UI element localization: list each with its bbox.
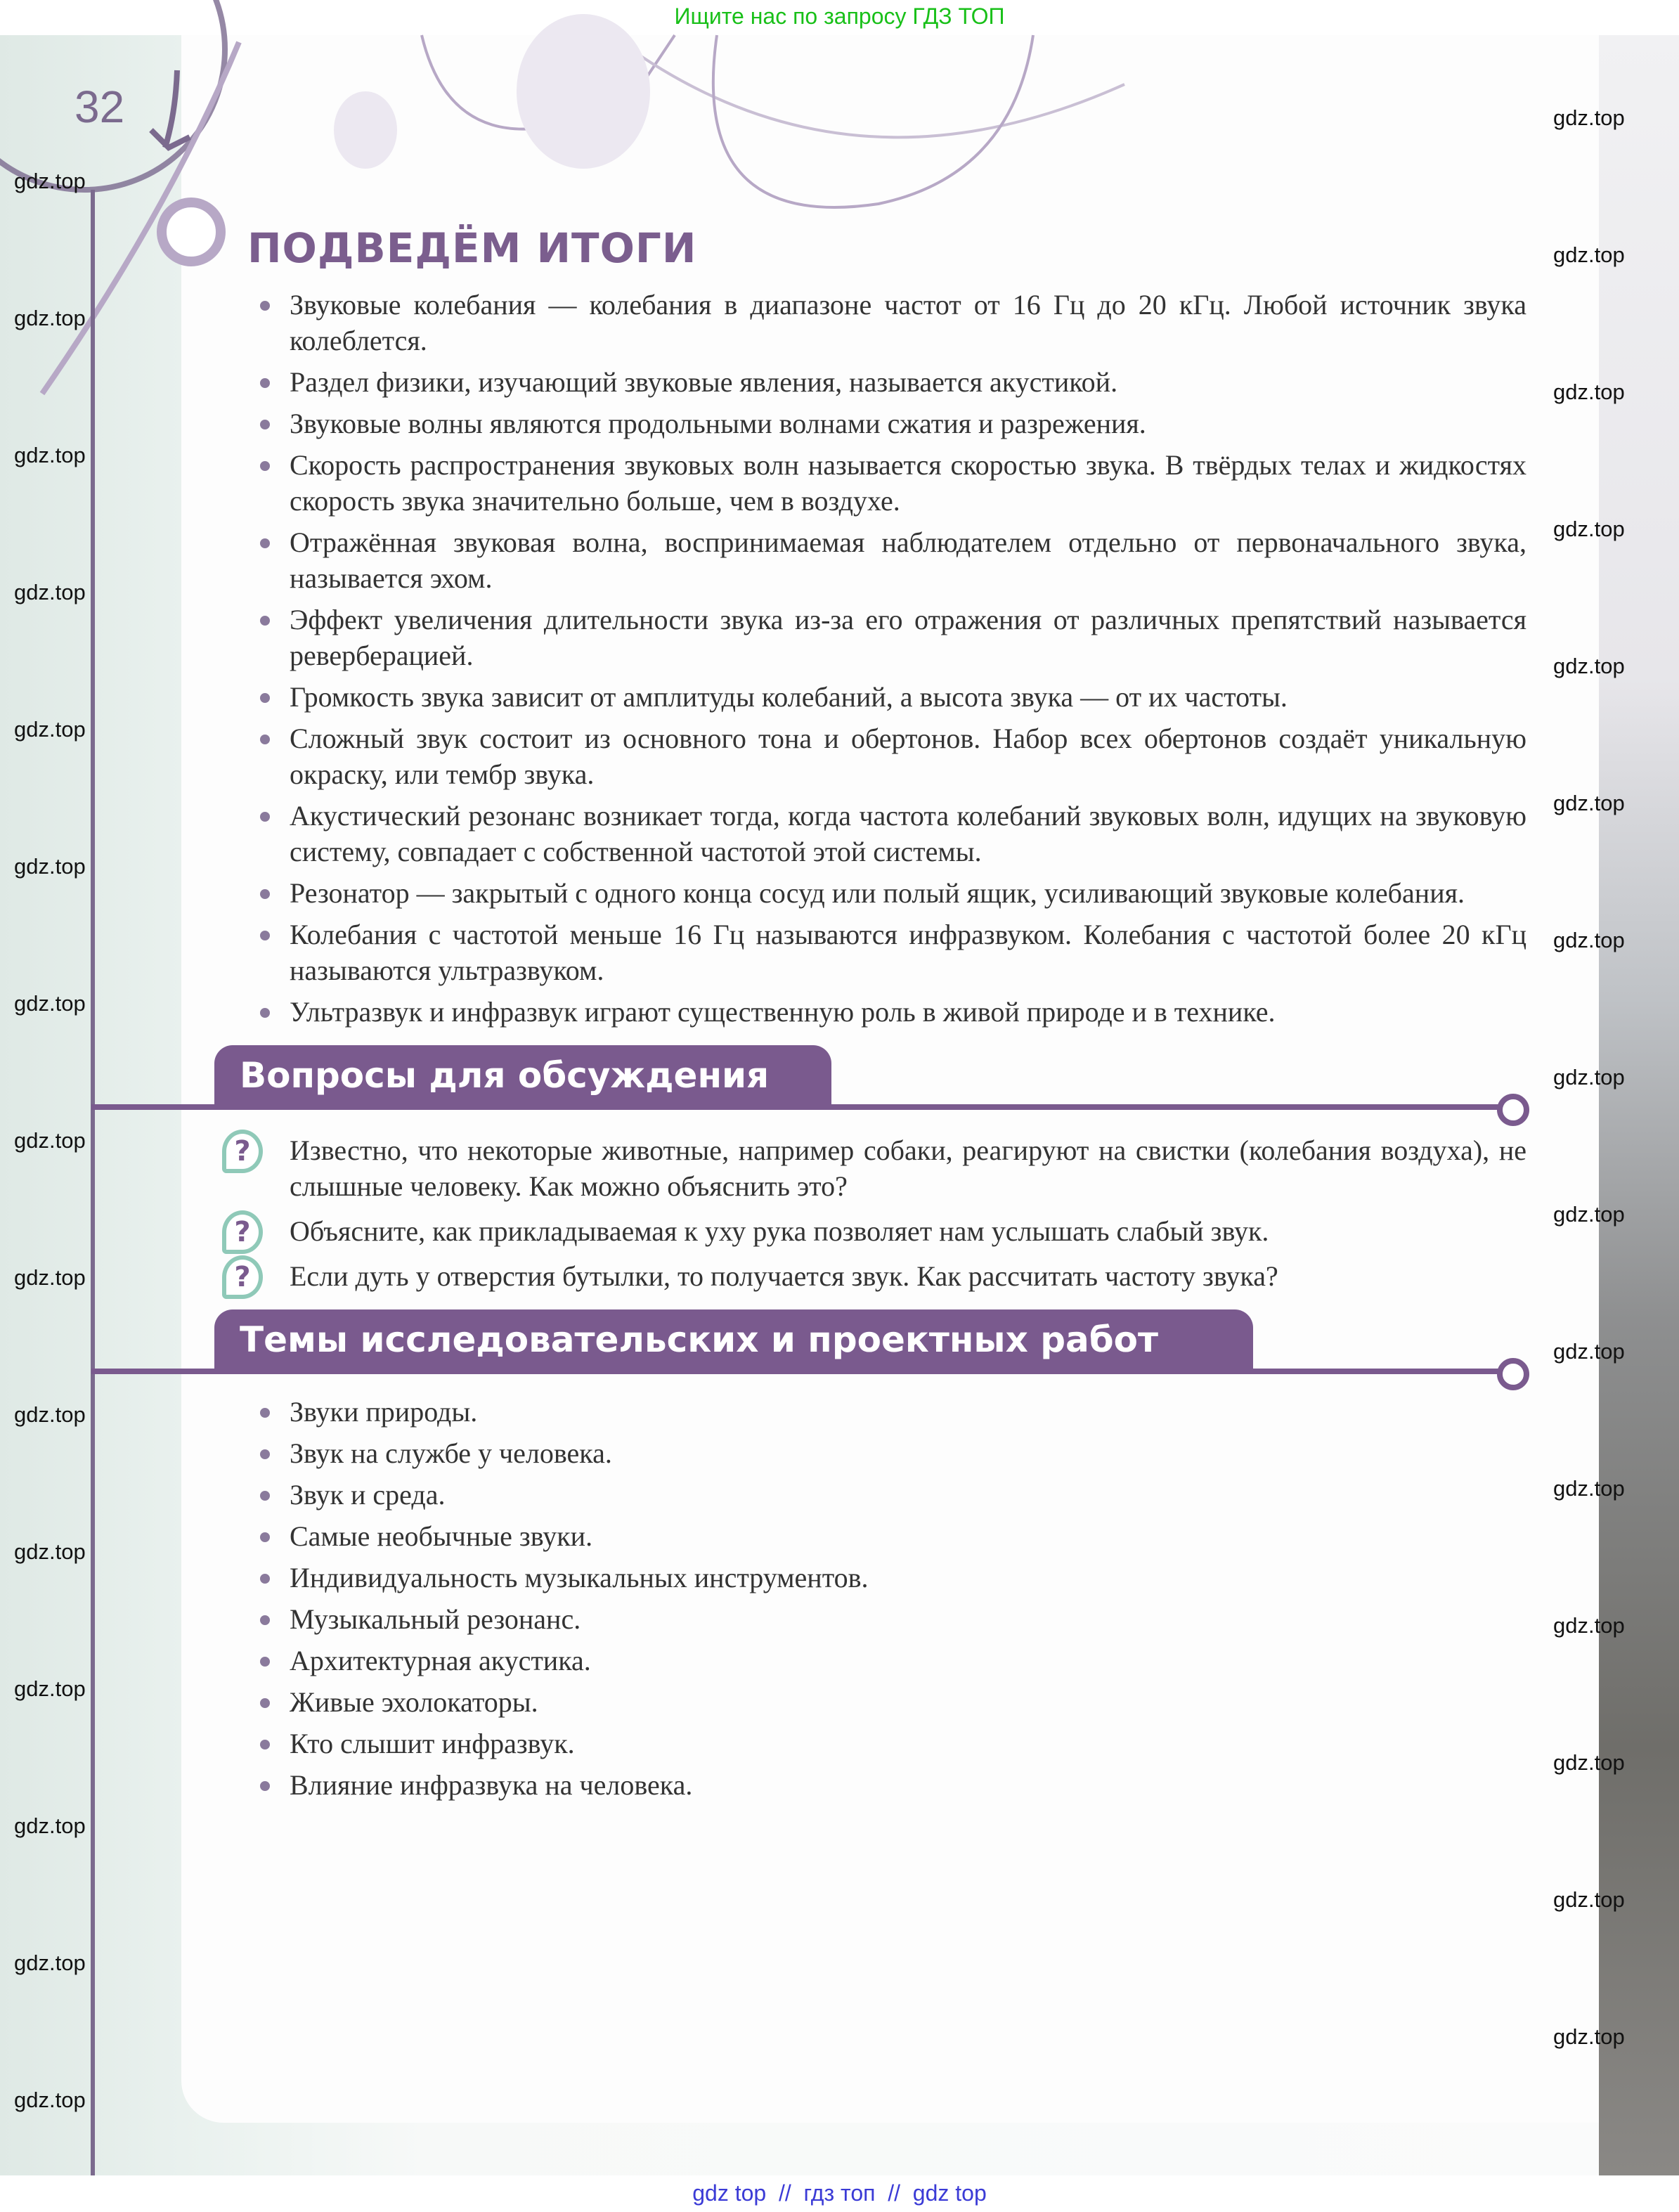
summary-heading: ПОДВЕДЁМ ИТОГИ xyxy=(247,224,697,272)
question-icon: ? xyxy=(222,1130,263,1173)
watermark: gdz.top xyxy=(1553,654,1625,678)
top-banner-text: Ищите нас по запросу ГДЗ ТОП xyxy=(674,4,1005,29)
list-item: Живые эхолокаторы. xyxy=(290,1684,1526,1720)
watermark: gdz.top xyxy=(14,1402,86,1427)
watermark: gdz.top xyxy=(1553,791,1625,815)
watermark: gdz.top xyxy=(1553,928,1625,952)
watermark: gdz.top xyxy=(14,1676,86,1701)
watermark: gdz.top xyxy=(14,580,86,604)
watermark: gdz.top xyxy=(1553,1476,1625,1501)
watermark: gdz.top xyxy=(1553,517,1625,541)
watermark: gdz.top xyxy=(1553,242,1625,267)
list-item: Резонатор — закрытый с одного конца сосуд или полый ящик, усиливающий звуковые колебания. xyxy=(290,875,1526,911)
watermark: gdz.top xyxy=(14,1539,86,1564)
list-item: Акустический резонанс возникает тогда, когда частота колебаний звуковых волн, идущих на звуковую систему, совпадает с собственной частотой этой системы. xyxy=(290,798,1526,869)
watermark: gdz.top xyxy=(1553,1750,1625,1775)
watermark: gdz.top xyxy=(1553,380,1625,404)
list-item: Звук и среда. xyxy=(290,1477,1526,1513)
watermark: gdz.top xyxy=(14,443,86,467)
list-item: Кто слышит инфразвук. xyxy=(290,1726,1526,1761)
list-item: Влияние инфразвука на человека. xyxy=(290,1767,1526,1803)
list-item: Сложный звук состоит из основного тона и обертонов. Набор всех обертонов создаёт уникальную окраску, или тембр звука. xyxy=(290,720,1526,792)
divider-end-circle xyxy=(1497,1094,1529,1126)
question-icon: ? xyxy=(222,1210,263,1254)
watermark: gdz.top xyxy=(1553,1613,1625,1638)
watermark: gdz.top xyxy=(14,854,86,879)
list-item: Эффект увеличения длительности звука из-за его отражения от различных препятствий называется реверберацией. xyxy=(290,602,1526,673)
list-item: Колебания с частотой меньше 16 Гц называются инфразвуком. Колебания с частотой более 20 кГц называются ультразвуком. xyxy=(290,917,1526,988)
watermark: gdz.top xyxy=(1553,1887,1625,1912)
watermark: gdz.top xyxy=(14,991,86,1016)
list-item: Скорость распространения звуковых волн называется скоростью звука. В твёрдых телах и жидкостях скорость звука значительно больше, чем в воздухе. xyxy=(290,447,1526,519)
list-item: Громкость звука зависит от амплитуды колебаний, а высота звука — от их частоты. xyxy=(290,679,1526,715)
questions-list xyxy=(234,1132,1526,1294)
questions-section-header xyxy=(214,1045,1526,1111)
topics-list xyxy=(290,1394,1526,1803)
watermark: gdz.top xyxy=(1553,1065,1625,1089)
list-item: Раздел физики, изучающий звуковые явления, называется акустикой. xyxy=(290,364,1526,400)
watermark: gdz.top xyxy=(1553,2024,1625,2049)
topics-heading: Темы исследовательских и проектных работ xyxy=(214,1309,1253,1370)
footer xyxy=(0,2175,1679,2212)
watermark: gdz.top xyxy=(1553,1202,1625,1227)
divider-end-circle xyxy=(1497,1358,1529,1390)
watermark: gdz.top xyxy=(14,717,86,742)
question-text: Если дуть у отверстия бутылки, то получается звук. Как рассчитать частоту звука? xyxy=(290,1260,1278,1292)
summary-list xyxy=(290,287,1526,1030)
questions-heading: Вопросы для обсуждения xyxy=(214,1045,831,1106)
watermark: gdz.top xyxy=(14,2088,86,2112)
question-item xyxy=(234,1132,1526,1204)
footer-text: gdz top // гдз топ // gdz top xyxy=(692,2180,987,2206)
watermark: gdz.top xyxy=(14,1813,86,1838)
watermark: gdz.top xyxy=(1553,1339,1625,1364)
list-item: Звук на службе у человека. xyxy=(290,1435,1526,1471)
question-text: Объясните, как прикладываемая к уху рука позволяет нам услышать слабый звук. xyxy=(290,1215,1269,1247)
page-content xyxy=(214,218,1526,1809)
question-item xyxy=(234,1258,1526,1294)
list-item: Архитектурная акустика. xyxy=(290,1643,1526,1679)
question-icon: ? xyxy=(222,1255,263,1299)
topics-section-header xyxy=(214,1309,1526,1376)
watermark: gdz.top xyxy=(14,306,86,330)
question-item xyxy=(234,1213,1526,1249)
list-item: Отражённая звуковая волна, воспринимаемая наблюдателем отдельно от первоначального звука, называется эхом. xyxy=(290,524,1526,596)
section-divider xyxy=(91,1369,1511,1374)
list-item: Звуковые колебания — колебания в диапазоне частот от 16 Гц до 20 кГц. Любой источник звука колеблется. xyxy=(290,287,1526,358)
watermark: gdz.top xyxy=(14,1128,86,1153)
watermark: gdz.top xyxy=(14,1265,86,1290)
watermark: gdz.top xyxy=(14,1951,86,1975)
watermark: gdz.top xyxy=(14,169,86,193)
list-item: Ультразвук и инфразвук играют существенную роль в живой природе и в технике. xyxy=(290,994,1526,1030)
section-divider xyxy=(91,1104,1511,1110)
list-item: Музыкальный резонанс. xyxy=(290,1601,1526,1637)
list-item: Звуковые волны являются продольными волнами сжатия и разрежения. xyxy=(290,406,1526,441)
watermark: gdz.top xyxy=(1553,105,1625,130)
page-number: 32 xyxy=(74,82,125,132)
list-item: Самые необычные звуки. xyxy=(290,1518,1526,1554)
question-text: Известно, что некоторые животные, например собаки, реагируют на свистки (колебания воздуха), не слышные человеку. Как можно объяснить это? xyxy=(290,1134,1526,1202)
list-item: Звуки природы. xyxy=(290,1394,1526,1430)
list-item: Индивидуальность музыкальных инструментов. xyxy=(290,1560,1526,1596)
